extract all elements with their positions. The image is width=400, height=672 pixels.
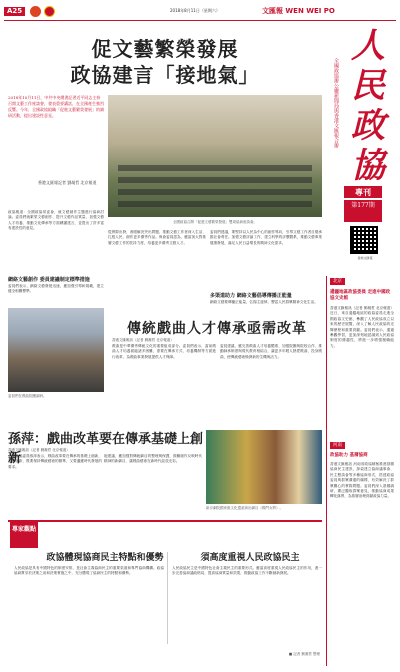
article-column: 網絡文藝要傳播正能量，弘揚主旋律，豐富人民群眾精神文化生活。: [210, 300, 318, 304]
expert-text: 人民政協民主是中國特色社會主義民主的重要形式。應當高度重視人民政協民主的作用，進一步完善協商議政格局，提高協商質量和效果，推動政協工作不斷創新發展。: [172, 566, 322, 576]
main-photo-caption: 全國政協召開「促進文藝繁榮發展」雙周協商座談會。: [173, 220, 257, 224]
special-issue-label: 專刊: [344, 186, 382, 198]
photo-caption: 新京劇院國家級文化遺產演出劇目《楊門女將》。: [206, 506, 283, 510]
main-headline: [30, 36, 300, 88]
article-column: 委員們建議，要堅持以人民為中心的創作導向，引導文藝工作者自覺承擔社會責任。加強文藝評論工作，建立科學的評價體系，推動文藝事業健康發展，滿足人民日益增長的精神文化需求。: [210, 230, 322, 245]
article-column: 從實際出發，著眼解決突出問題，推動文藝工作者深入生活、扎根人民，創作更多優秀作品。與會委員認為，應當加大對基層文藝工作的扶持力度，培養更多優秀文藝人才。: [108, 230, 206, 245]
paper-name: 文匯報 WEN WEI PO: [262, 7, 335, 15]
article-column: 政協報道：全國政協常委會，就文藝創作主題進行協商討論。委員們就繁榮文藝創作、提升文藝作品質量、加強文藝人才培養、推動文化傳承等方面踴躍建言，並提出了許多富有建設性的意見。: [8, 210, 104, 231]
credit: ■ 記者 劉凝哲 整理: [288, 652, 320, 656]
qr-code-icon[interactable]: [350, 226, 378, 254]
committee-visit-photo: [8, 308, 104, 392]
subheading: 多渠道助力 網絡文藝倡導傳播正能量: [210, 293, 292, 299]
divider: [4, 20, 396, 21]
article-column: 全國政協委員孫萍表示，戲曲改革要在傳承的基礎上創新，守正創新，既要保持傳統藝術的精華，又要適應時代發展的要求。: [8, 454, 102, 469]
qr-caption: 香港文匯報: [357, 256, 373, 260]
article-headline: 孫萍：戲曲改革要在傳承基礎上創新: [8, 432, 204, 466]
article-column: 戲曲是中華優秀傳統文化的重要組成部分。委員們表示，當前戲曲人才培養面臨諸多困難，需要在傳承方式、培養機制等方面進行改革，為戲曲事業發展提供人才保障。: [112, 344, 216, 359]
article-column: 委員們表示，網絡文藝發展迅速，應加強引導和規範，建立健全相關標準。: [8, 284, 104, 294]
subheading: 網絡文藝創作 委員建議制定標準措施: [8, 277, 90, 283]
expert-text: 人民政協是具有中國特色的制度安排，是社會主義協商民主的重要渠道和專門協商機構。政協協商貫穿於決策之前和決策實施之中，充分體現了協商民主的特點和優勢。: [14, 566, 164, 576]
expert-headline: 須高度重視人民政協民主: [200, 553, 300, 563]
issue-number: 第177期: [344, 200, 382, 222]
headline-line-2: 政協建言「接地氣」: [70, 63, 260, 87]
news-headline: 邊疆地區政協委員 走進中國政協文史館: [330, 290, 391, 301]
column-divider: [326, 276, 327, 666]
emblem-icon: [30, 6, 41, 17]
page-number-badge: A25: [4, 7, 25, 16]
intro-paragraph: 2018年10月11日，中共中央總書記習近平同志主持召開文藝工作座談會，發表重要講話，在全國產生強烈反響。今年，全國政協組織「促進文藝繁榮發展」的調研活動，提出建設性意見。: [8, 95, 104, 118]
article-headline: 傳統戲曲人才傳承亟需改革: [127, 321, 307, 337]
region-tag: 河南: [330, 442, 345, 449]
expert-badge: 專家觀點: [10, 522, 38, 548]
dateline: 2018年8月11日（星期六）: [170, 8, 220, 13]
masthead-title: 人民政協: [351, 26, 385, 186]
cppcc-emblem-icon: [44, 6, 55, 17]
news-headline: 政協助力 基層協商: [330, 453, 368, 458]
article-column: 她建議，應加強對傳統劇目的整理與保護，鼓勵創作反映時代精神的新劇目，讓戲曲藝術在新時代綻放光彩。: [104, 454, 202, 464]
expert-headline: 政協體現協商民主特點和優勢: [46, 553, 164, 563]
masthead-subtitle: 全國政協辦公廳新聞局與香港文匯報合辦: [333, 58, 339, 148]
column-divider: [167, 552, 168, 644]
main-photo: [108, 95, 322, 217]
news-text: 香港文匯報訊（記者 劉凝哲 北京報道）近日，來自邊疆地區的政協委員走進全國政協文史館，參觀了人民政協成立以來的歷史展覽，深入了解人民政協的光輝歷程和重要貢獻。委員們表示，通過參觀學習，更加深刻地認識到人民政協制度的優越性，將進一步增強履職能力。: [330, 306, 394, 348]
byline: 香港文匯報訊（記者 劉凝哲 北京報道）: [112, 338, 174, 342]
region-tag: 北京: [330, 278, 345, 285]
photo-caption: 委員們在戲曲院團調研。: [8, 394, 47, 398]
headline-line-1: 促文藝繁榮發展: [91, 37, 239, 61]
article-column: 委員建議，應完善戲曲人才培養體系，加強院團與院校合作，推動師承制度與現代教育相結合，讓更多年輕人熱愛戲曲、投身戲曲，使傳統藝術煥發新的生機與活力。: [220, 344, 322, 359]
news-text: 香港文匯報訊 河南省政協積極推進基層協商民主建設，探索建立協商議事會、民主懇談會等多種協商形式，搭建政協委員與群眾溝通的橋樑，有效解決了群眾關心的實際問題。委員們深入基層調研，廣泛聽取群眾意見，推動協商成果轉化落實，為基層治理貢獻政協力量。: [330, 462, 394, 499]
opera-photo: [206, 430, 322, 504]
byline: 香港文匯報記者 劉凝哲 北京報道: [38, 180, 97, 185]
byline: 香港文匯報訊（記者 劉凝哲 北京報道）: [8, 448, 70, 452]
